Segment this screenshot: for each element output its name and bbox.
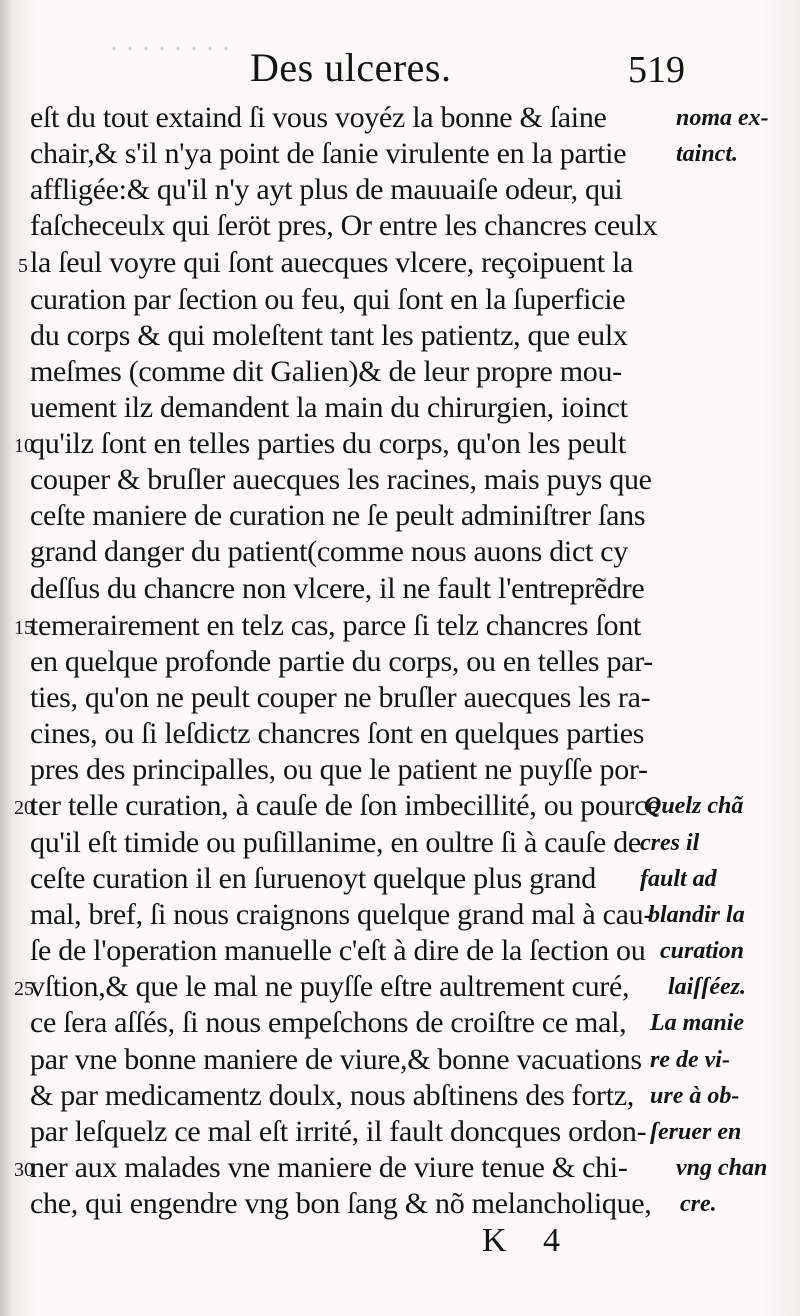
- marginal-note: ure à ob-: [650, 1083, 740, 1109]
- text-line: cines, ou ſi leſdictz chancres ſont en quelques parties: [30, 717, 645, 750]
- text-line: ner aux malades vne maniere de viure tenue & chi-: [30, 1151, 628, 1184]
- show-through-text: · · · · · · · ·: [110, 34, 230, 65]
- text-line: pres des principalles, ou que le patient ne puyſſe por-: [30, 753, 648, 786]
- text-line: vſtion,& que le mal ne puyſſe eſtre aultrement curé,: [30, 970, 630, 1003]
- text-line: ceſte maniere de curation ne ſe peult adminiſtrer ſans: [30, 499, 646, 532]
- text-line: faſcheceulx qui ſeröt pres, Or entre les chancres ceulx: [30, 209, 658, 242]
- text-line: ties, qu'on ne peult couper ne bruſler auecques les ra-: [30, 681, 651, 714]
- page-header: [0, 40, 800, 100]
- text-line: qu'ilz ſont en telles parties du corps, qu'on les peult: [30, 427, 626, 460]
- text-line: qu'il eſt timide ou puſillanime, en oultre ſi à cauſe de: [30, 826, 641, 859]
- line-number: 30: [14, 1159, 34, 1181]
- text-line: par leſquelz ce mal eſt irrité, il fault doncques ordon-: [30, 1115, 647, 1148]
- marginal-note: fault ad: [640, 866, 717, 892]
- line-number: 25: [14, 978, 34, 1000]
- marginal-note: tainct.: [676, 141, 739, 167]
- text-line: mal, bref, ſi nous craignons quelque grand mal à cau-: [30, 898, 654, 931]
- text-line: ce ſera aſſés, ſi nous empeſchons de croiſtre ce mal,: [30, 1006, 627, 1039]
- text-line: uement ilz demandent la main du chirurgien, ioinct: [30, 391, 628, 424]
- text-line: grand danger du patient(comme nous auons dict cy: [30, 535, 628, 568]
- text-line: en quelque profonde partie du corps, ou en telles par-: [30, 645, 653, 678]
- marginal-note: ſeruer en: [650, 1119, 742, 1145]
- text-line: par vne bonne maniere de viure,& bonne vacuations: [30, 1043, 642, 1076]
- text-line: temerairement en telz cas, parce ſi telz chancres ſont: [30, 609, 641, 642]
- text-line: ter telle curation, à cauſe de ſon imbecillité, ou pource: [30, 789, 661, 822]
- marginal-note: re de vi-: [650, 1047, 730, 1073]
- line-number: 15: [14, 617, 34, 639]
- text-line: du corps & qui moleſtent tant les patientz, que eulx: [30, 319, 628, 352]
- line-number: 20: [14, 797, 34, 819]
- text-line: & par medicamentz doulx, nous abſtinens des fortz,: [30, 1079, 634, 1112]
- text-line: affligée:& qu'il n'y ayt plus de mauuaiſe odeur, qui: [30, 173, 623, 206]
- text-line: deſſus du chancre non vlcere, il ne fault l'entreprẽdre: [30, 572, 645, 605]
- text-line: che, qui engendre vng bon ſang & nõ melancholique,: [30, 1187, 652, 1220]
- text-line: couper & bruſler auecques les racines, mais puys que: [30, 463, 652, 496]
- text-line: eſt du tout extaind ſi vous voyéz la bonne & ſaine: [30, 101, 607, 134]
- running-title: Des ulceres.: [250, 45, 452, 90]
- marginal-note: noma ex-: [676, 105, 769, 131]
- text-line: curation par ſection ou feu, qui ſont en la ſuperficie: [30, 283, 626, 316]
- text-line: meſmes (comme dit Galien)& de leur propre mou-: [30, 355, 622, 388]
- page-number: 519: [628, 49, 685, 91]
- marginal-note: La manie: [650, 1010, 744, 1036]
- marginal-note: curation: [660, 938, 745, 964]
- marginal-note: blandir la: [648, 902, 745, 928]
- signature-mark: K 4: [482, 1222, 575, 1259]
- marginal-note: laiſſéez.: [668, 974, 746, 1000]
- line-number: 10: [14, 435, 34, 457]
- marginal-note: vng chan: [676, 1155, 768, 1181]
- text-line: la ſeul voyre qui ſont auecques vlcere, reçoipuent la: [30, 246, 634, 279]
- text-line: ceſte curation il en ſuruenoyt quelque plus grand: [30, 862, 596, 895]
- marginal-note: Quelz chã: [644, 793, 744, 819]
- text-line: ſe de l'operation manuelle c'eſt à dire de la ſection ou: [30, 934, 646, 967]
- marginal-note: cres il: [640, 830, 700, 856]
- line-number: 5: [18, 255, 28, 277]
- text-line: chair,& s'il n'ya point de ſanie virulente en la partie: [30, 137, 627, 170]
- marginal-note: cre.: [680, 1191, 717, 1217]
